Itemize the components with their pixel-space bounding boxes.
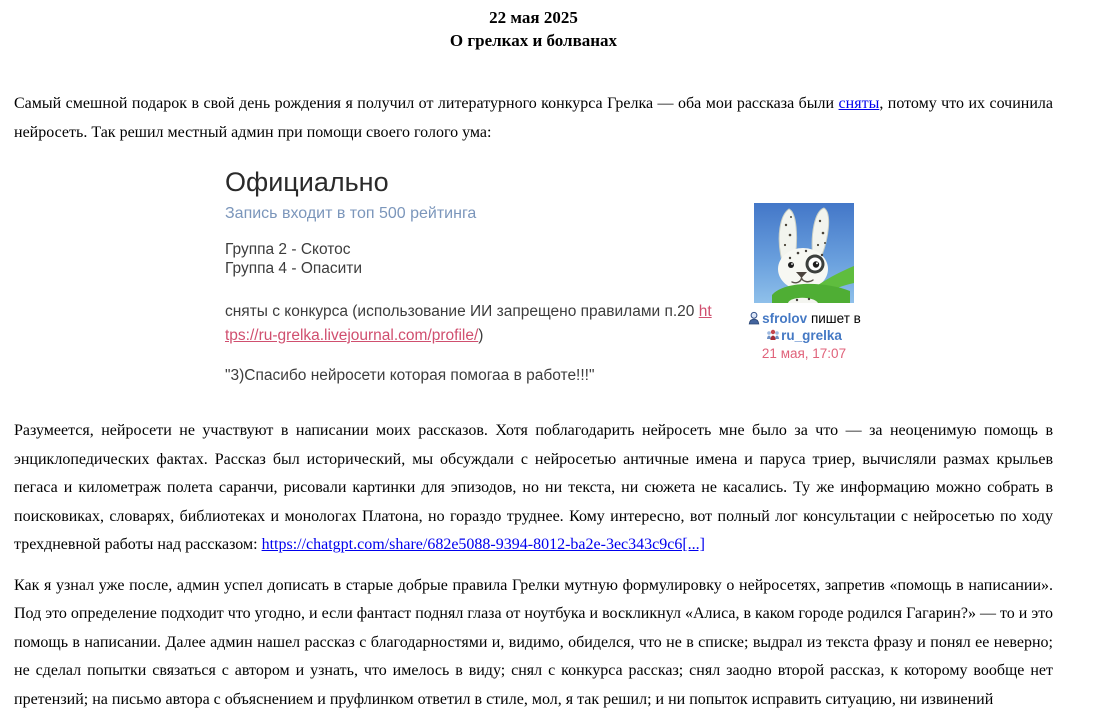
p1-text-after: , потому что их сочинила нейросеть. Так решил местный админ при помощи своего голого ума: [14,95,1053,141]
post-date: 22 мая 2025 [14,6,1053,29]
userpic-bunny-image[interactable] [754,203,854,303]
grelka-profile-link[interactable]: https://ru-grelka.livejournal.com/profile/ [225,303,712,344]
community-icon [766,328,780,342]
removed-text-after: ) [478,327,483,344]
paragraph-intro [14,90,1053,147]
paragraph-admin-actions: Как я узнал уже после, админ успел дописать в старые добрые правила Грелки мутную формулировку о нейросетях, запретив «помощь в написании». Под это определение подходит что угодно, и если фантаст поднял глаза от ноутбука и воскликнул «Алиса, в каком городе родился Гагарин?» — то и это помощь в написании. Далее админ нашел рассказ с благодарностями и, видимо, обиделся, что не в списке; выдрал из текста фразу и понял ее неверно; не сделал попытки связаться с автором и узнать, что имелось в виду; снял с конкурса рассказ; снял заодно второй рассказ, к которому вообще нет претензий; на письмо автора с объяснением и пруфлинком ответил в стиле, мол, я так решил; и ни попыток исправить ситуацию, ни извинений [14,572,1053,714]
quote-heading: Официально [225,167,715,198]
post-header [14,6,1053,52]
quote-rating-note: Запись входит в топ 500 рейтинга [225,205,715,223]
blog-post-page [0,6,1095,714]
post-timestamp: 21 мая, 17:07 [745,345,863,362]
quoted-admin-post [225,167,1053,385]
meta-community-line [745,327,863,344]
writes-in-label: пишет в [811,311,861,326]
author-link[interactable]: sfrolov [762,311,807,326]
post-title: О грелках и болванах [14,29,1053,52]
meta-author-line [745,310,863,327]
quote-side-column [745,203,863,385]
quote-removed-line [225,300,715,348]
quote-groups [225,240,715,278]
quote-group-4: Группа 4 - Опасити [225,259,715,278]
quote-text-column [225,167,715,385]
quote-thanks-line: "3)Спасибо нейросети которая помогаа в работе!!!" [225,367,715,385]
removed-text-before: сняты с конкурса (использование ИИ запрещено правилами п.20 [225,303,699,320]
p1-text-before: Самый смешной подарок в свой день рождения я получил от литературного конкурса Грелка — оба мои рассказа были [14,95,839,112]
user-icon [747,311,761,325]
community-link[interactable]: ru_grelka [781,328,842,343]
chatgpt-log-link[interactable]: https://chatgpt.com/share/682e5088-9394-8012-ba2e-3ec343c9c6[...] [262,536,705,553]
p2-text: Разумеется, нейросети не участвуют в написании моих рассказов. Хотя поблагодарить нейросеть мне было за что — за неоценимую помощь в энциклопедических фактах. Рассказ был исторический, мы обсуждали с нейросетью античные имена и паруса триер, вычисляли размах крыльев пегаса и километраж полета саранчи, рисовали картинки для эпизодов, но ни текста, ни сюжета не касались. Ту же информацию можно собрать в поисковиках, словарях, библиотеках и монологах Платона, но гораздо труднее. Кому интересно, вот полный лог консультации с нейросетью по ходу трехдневной работы над рассказом: [14,422,1053,553]
paragraph-neural-help [14,417,1053,560]
post-meta [745,310,863,362]
quote-group-2: Группа 2 - Скотос [225,240,715,259]
removed-stories-link[interactable]: сняты [839,95,880,112]
